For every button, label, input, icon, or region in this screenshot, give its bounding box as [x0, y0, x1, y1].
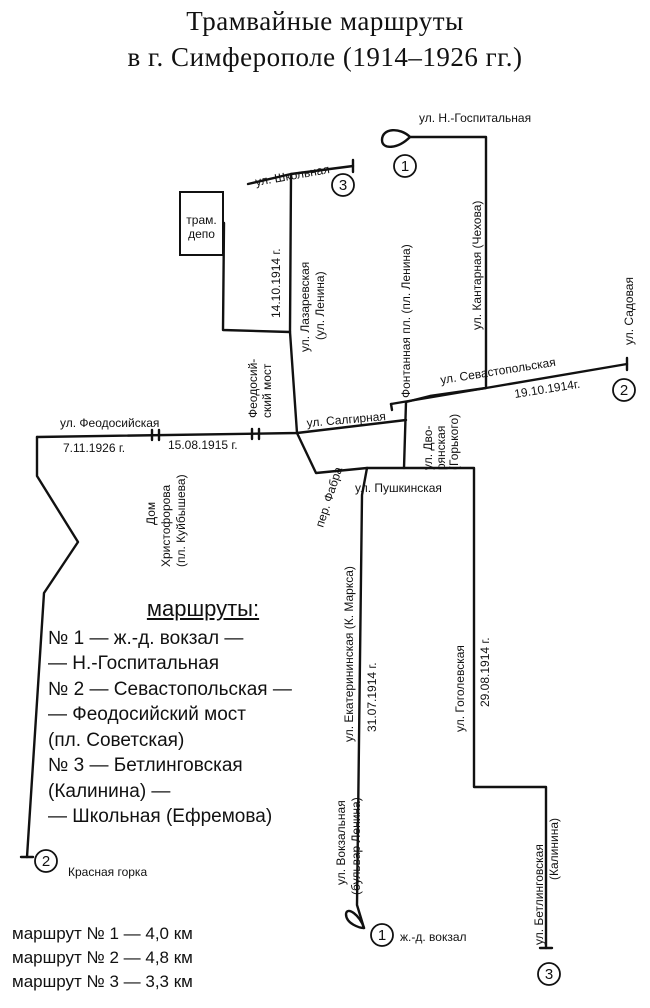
route-number-3-bottom: 3 [544, 966, 554, 983]
place-label-dom-line-1: Дом [144, 501, 158, 525]
route-length-item: маршрут № 3 — 3,3 км [12, 972, 193, 991]
street-label-fabra: пер. Фабра [312, 465, 346, 529]
street-label-sevastopolskaya: ул. Севастопольская [439, 354, 557, 387]
street-label-lazarevskaya: ул. Лазаревская [298, 261, 312, 352]
route-number-2-bottom: 2 [41, 853, 51, 870]
date-label-31-07-1914: 31.07.1914 г. [365, 662, 379, 732]
place-label-dom-line-2: Христофорова [159, 484, 173, 567]
map-title-line-1: Трамвайные маршруты [186, 6, 464, 36]
route-number-1-bottom: 1 [377, 927, 387, 944]
route-1-line [357, 137, 486, 928]
street-label-betlingovskaya-line-2: (Калинина) [547, 818, 561, 880]
route-number-2-right: 2 [619, 382, 629, 399]
street-label-pushkinskaya: ул. Пушкинская [355, 481, 442, 495]
date-label-14-10-1914: 14.10.1914 г. [269, 248, 283, 318]
street-label-vokzalnaya-line-2: (бульвар Ленина) [349, 797, 363, 895]
date-label-29-08-1914: 29.08.1914 г. [478, 637, 492, 707]
legend-heading: маршруты: [146, 596, 260, 621]
street-label-sadovaya: ул. Садовая [622, 277, 636, 345]
legend-line: — Феодосийский мост [48, 704, 246, 725]
street-label-salgirnaya: ул. Салгирная [306, 409, 387, 430]
bridge-label-line-1: Феодосий- [246, 358, 260, 418]
street-label-feodosiyskaya: ул. Феодосийская [60, 416, 160, 430]
legend-line: (пл. Советская) [48, 729, 185, 751]
route-1-terminus-loop-top [382, 130, 410, 147]
street-label-fontannaya: Фонтанная пл. (пл. Ленина) [399, 244, 413, 398]
route-number-1-top: 1 [400, 158, 410, 175]
place-label-zd-vokzal: ж.-д. вокзал [400, 930, 467, 944]
map-title-line-2: в г. Симферополе (1914–1926 гг.) [127, 42, 523, 72]
legend-line: № 1 — ж.-д. вокзал — [48, 627, 244, 649]
place-label-krasnaya-gorka: Красная горка [68, 865, 148, 879]
route-lengths-list [12, 922, 193, 994]
street-label-dvoryanskaya-line-1: ул. Дво- [421, 425, 435, 470]
route-length-item: маршрут № 1 — 4,0 км [12, 924, 193, 943]
legend-line: (Калинина) — [48, 780, 171, 802]
street-label-gogolevskaya: ул. Гоголевская [453, 645, 467, 732]
street-label-dvoryanskaya-line-2: рянская [434, 425, 448, 470]
street-label-dvoryanskaya-line-3: (Горького) [447, 413, 461, 470]
street-label-kantarnaya: ул. Кантарная (Чехова) [470, 200, 484, 330]
depot-label-line-2: депо [188, 227, 215, 241]
date-label-7-11-1926: 7.11.1926 г. [63, 441, 126, 455]
routes-legend [48, 596, 368, 830]
route-number-3-top: 3 [338, 177, 348, 194]
legend-line: № 3 — Бетлинговская [48, 755, 243, 776]
route-3-gogolevskaya-line [404, 468, 546, 948]
street-label-vokzalnaya-line-1: ул. Вокзальная [334, 800, 348, 885]
depot-label-line-1: трам. [186, 213, 217, 227]
place-label-dom-line-3: (пл. Куйбышева) [174, 474, 188, 567]
bridge-label-line-2: ский мост [260, 363, 274, 418]
fontannaya-connector-line [391, 404, 392, 410]
legend-line: № 2 — Севастопольская — [48, 678, 292, 700]
legend-line: — Школьная (Ефремова) [48, 806, 273, 827]
date-label-19-10-1914: 19.10.1914г. [513, 376, 581, 401]
street-label-betlingovskaya-line-1: ул. Бетлинговская [532, 844, 546, 945]
street-label-shkolnaya: ул. Школьная [254, 162, 331, 189]
route-length-item: маршрут № 2 — 4,8 км [12, 948, 193, 967]
street-label-lazarevskaya-new: (ул. Ленина) [313, 271, 327, 340]
route-1-terminus-loop-bottom [346, 911, 364, 928]
date-label-15-08-1915: 15.08.1915 г. [168, 438, 238, 452]
legend-line: — Н.-Госпитальная [48, 653, 219, 674]
street-label-ekaterininskaya: ул. Екатерининская (К. Маркса) [342, 566, 356, 742]
street-label-n-gospitalnaya: ул. Н.-Госпитальная [419, 111, 532, 125]
